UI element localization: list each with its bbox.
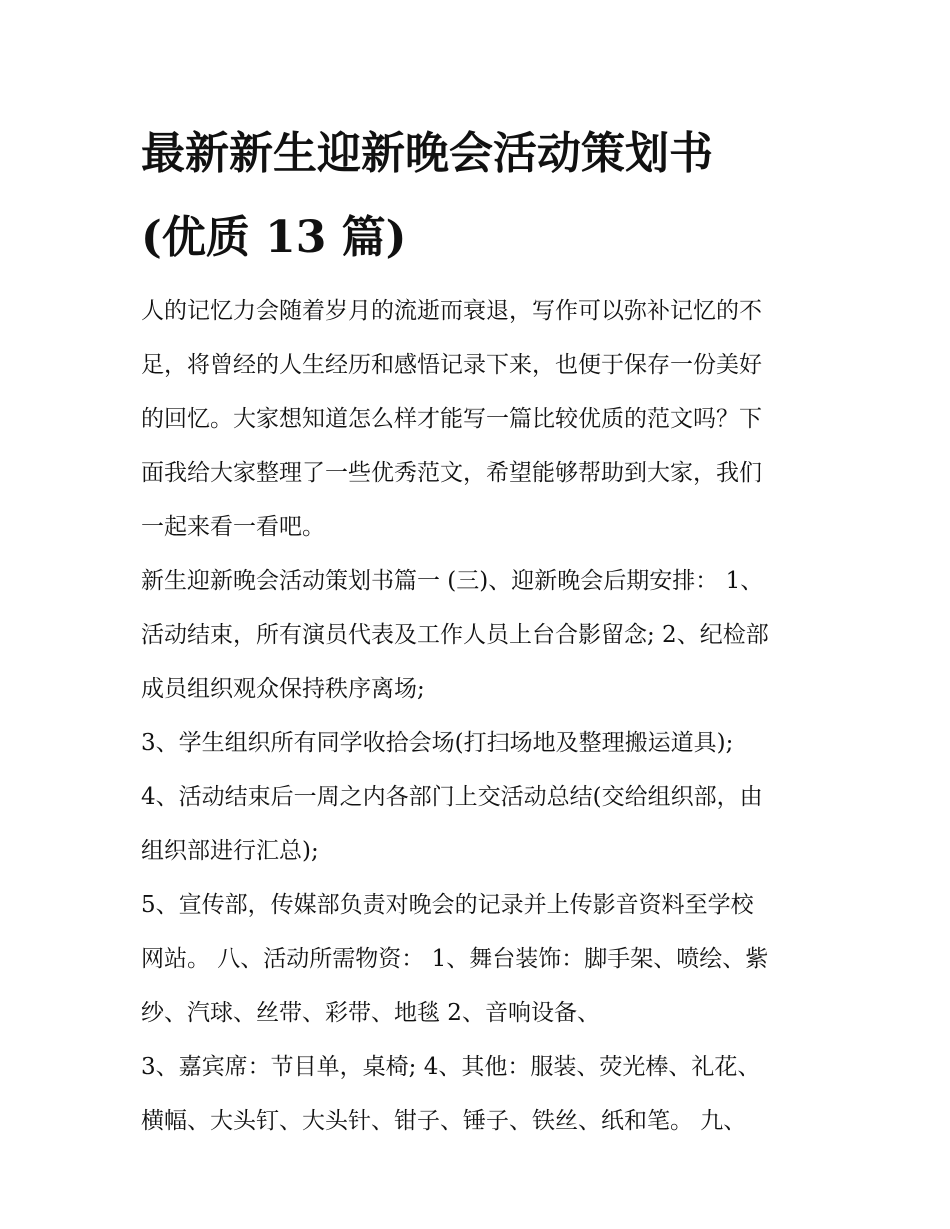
document-page xyxy=(141,112,821,1148)
text-line: 横幅、大头钉、大头针、钳子、锤子、铁丝、纸和笔。 九、 xyxy=(141,1108,747,1134)
text-line: 4、活动结束后一周之内各部门上交活动总结(交给组织部，由 xyxy=(141,784,763,810)
paragraph xyxy=(141,1040,821,1148)
text-line: 一起来看一看吧。 xyxy=(141,514,325,540)
text-line: 纱、汽球、丝带、彩带、地毯 2、音响设备、 xyxy=(141,1000,600,1026)
paragraph xyxy=(141,716,821,770)
paragraph xyxy=(141,284,821,554)
title-line: 最新新生迎新晚会活动策划书 xyxy=(141,128,713,179)
text-line: 的回忆。大家想知道怎么样才能写一篇比较优质的范文吗？下 xyxy=(141,406,762,432)
paragraph xyxy=(141,770,821,878)
text-line: 新生迎新晚会活动策划书篇一 (三)、迎新晚会后期安排： 1、 xyxy=(141,568,764,594)
title-line: (优质 13 篇) xyxy=(141,212,407,263)
text-line: 成员组织观众保持秩序离场; xyxy=(141,676,425,702)
paragraph xyxy=(141,878,821,1040)
document-title xyxy=(141,112,821,280)
text-line: 足，将曾经的人生经历和感悟记录下来，也便于保存一份美好 xyxy=(141,352,762,378)
text-line: 5、宣传部，传媒部负责对晚会的记录并上传影音资料至学校 xyxy=(141,892,754,918)
text-line: 网站。 八、活动所需物资： 1、舞台装饰：脚手架、喷绘、紫 xyxy=(141,946,769,972)
text-line: 面我给大家整理了一些优秀范文，希望能够帮助到大家，我们 xyxy=(141,460,762,486)
text-line: 活动结束，所有演员代表及工作人员上台合影留念; 2、纪检部 xyxy=(141,622,769,648)
text-line: 3、嘉宾席：节目单，桌椅; 4、其他：服装、荧光棒、礼花、 xyxy=(141,1054,761,1080)
text-line: 3、学生组织所有同学收拾会场(打扫场地及整理搬运道具); xyxy=(141,730,734,756)
text-line: 组织部进行汇总); xyxy=(141,838,319,864)
text-line: 人的记忆力会随着岁月的流逝而衰退，写作可以弥补记忆的不 xyxy=(141,298,762,324)
document-body xyxy=(141,284,821,1148)
paragraph xyxy=(141,554,821,716)
